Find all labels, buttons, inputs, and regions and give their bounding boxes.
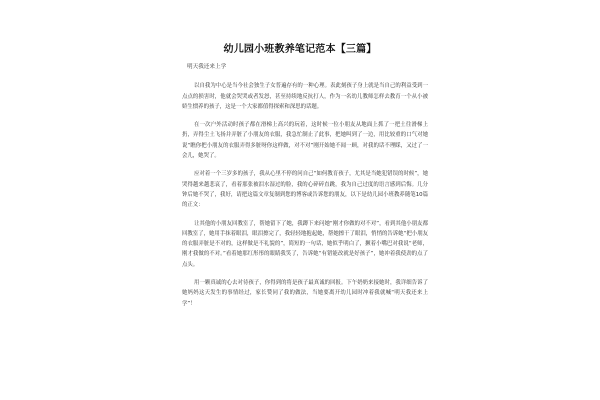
paragraph-3: 应对着一个三岁多的孩子，我从心里不停的问自己“如何教育孩子，尤其是当她犯错误的时候”，她哭得越来越悲哀了，看着那张被泪水湿过的脸，我的心碎碎直跳，我为自己过度的语言感到后悔。几分钟后她不哭了，我好，请把这篇文章复制到您的博客或告诉您的朋友，以下是幼儿园小班教养随笔10篇的正文： xyxy=(182,171,428,209)
document-body xyxy=(182,62,428,317)
document-subtitle: 明天我还来上学 xyxy=(187,64,227,70)
document-title: 幼儿园小班教养笔记范本【三篇】 xyxy=(223,44,377,55)
paragraph-5: 用一颗真诚的心去对待孩子，你得到的将是孩子最真诚的回报。下午奶奶来接她时，我详细告诉了她妈妈这天发生的事情经过，家长赞同了我的做法，当她要离开幼儿园时冲着我就喊“明天我还来上学”！ xyxy=(182,280,428,307)
paragraph-2: 在一次户外活动时孩子都在滑梯上高兴的玩着，这时候一位小朋友从地面上抓了一把土往滑梯上扔，弄得尘土飞扬并弄脏了小朋友的衣服，我急忙制止了此事，把她叫到了一边，用比较重的口气对她说“瞧你把小朋友的衣服弄得多脏呀你这样做，对不对”刚开始她不闻一顾，对我的话不理睬，又过了一会儿，她哭了。 xyxy=(182,122,428,160)
paragraph-4: 让其他的小朋友回教室了，帮她留下了她，我蹲下来问她“刚才你做的对不对”，看到其他小朋友都回教室了，她用手抹着眼泪，眼泪擦完了，我轻轻地抱起她，帮她擦干了眼泪，悄悄的告诉她“把小朋友的衣服弄脏是不对的，这样做是不礼貌的”，简短的一句话，她似乎明白了，撅着小嘴巴对我说“老师，刚才我做的不对。”看着她那红彤彤的眼睛我笑了，告诉她“有错能改就是好孩子”，她冲着我使劲的点了点头。 xyxy=(182,220,428,268)
paragraph-1: 以自我为中心是当今社会独生子女普遍存有的一种心理。表此刻孩子身上就是当自己的利益受到一点点的损害时，他就会哭哭或者发怒，甚至持续地反抗打人，作为一名幼儿教师怎样去教育一个从小被娇生惯养的孩子，这是一个大家都值得探索和深思的话题。 xyxy=(182,83,428,110)
